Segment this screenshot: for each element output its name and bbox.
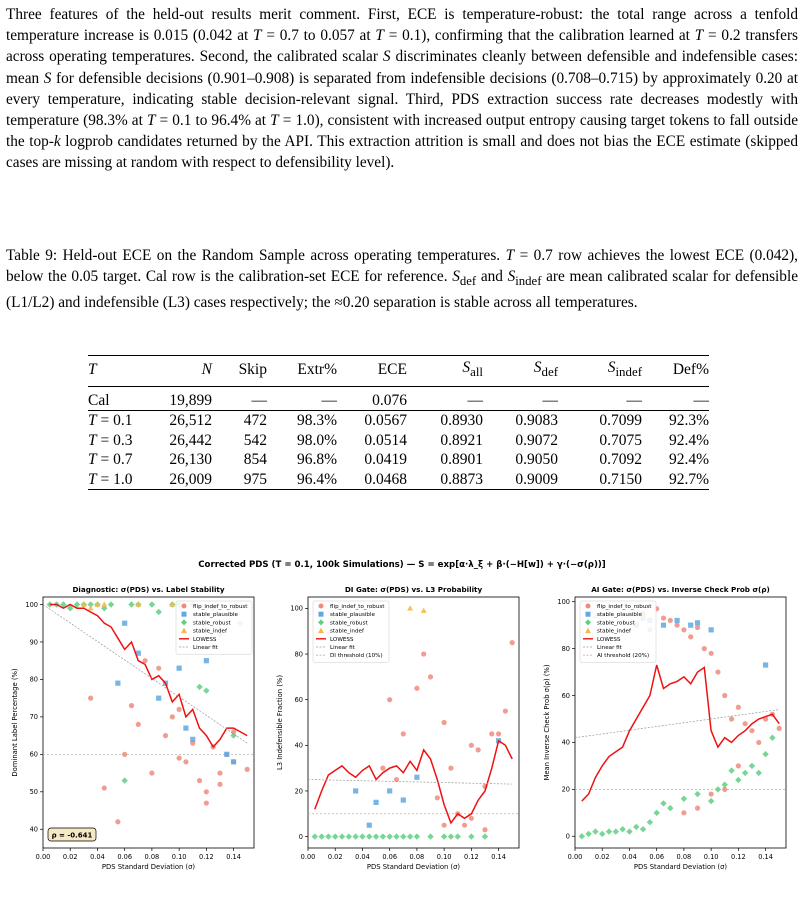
- point-flip-indef-to-robust: [142, 658, 147, 663]
- y-axis-label: Mean Inverse Check Prob σ(ρ) (%): [543, 664, 551, 781]
- legend-label: stable_robust: [330, 620, 368, 627]
- legend-label: flip_indef_to_robust: [193, 604, 248, 610]
- caption-label: Table 9:: [6, 247, 58, 264]
- table-cell: 472: [243, 412, 267, 430]
- point-flip-indef-to-robust: [129, 703, 134, 708]
- legend-label: stable_robust: [193, 620, 231, 627]
- table-cell: 26,512: [169, 412, 212, 430]
- x-tick-label: 0.00: [567, 853, 583, 861]
- header-cell: Def%: [672, 361, 709, 379]
- table-row: [88, 386, 709, 411]
- point-flip-indef-to-robust: [469, 816, 474, 821]
- point-flip-indef-to-robust: [729, 716, 734, 721]
- header-cell: $S_{all}$: [462, 359, 483, 380]
- y-tick-label: 90: [29, 638, 38, 647]
- x-axis-label: PDS Standard Deviation (σ): [366, 863, 461, 871]
- table-header-row: [88, 356, 709, 387]
- legend-swatch: [182, 612, 187, 617]
- legend-label: stable_plausible: [330, 612, 375, 619]
- point-stable-plausible: [401, 797, 406, 802]
- legend-swatch: [586, 604, 591, 609]
- point-flip-indef-to-robust: [661, 616, 666, 621]
- point-flip-indef-to-robust: [709, 651, 714, 656]
- point-flip-indef-to-robust: [217, 770, 222, 775]
- y-axis-label: L3 Indefensible Fraction (%): [276, 675, 284, 770]
- table-cell: —: [626, 391, 642, 409]
- point-flip-indef-to-robust: [177, 707, 182, 712]
- point-flip-indef-to-robust: [503, 708, 508, 713]
- table-cell: 98.3%: [296, 412, 337, 430]
- y-tick-label: 40: [561, 738, 570, 747]
- point-flip-indef-to-robust: [722, 693, 727, 698]
- y-tick-label: 0: [298, 832, 303, 841]
- legend-swatch: [319, 604, 324, 609]
- table-cell: 92.4%: [668, 431, 709, 449]
- point-flip-indef-to-robust: [681, 810, 686, 815]
- point-flip-indef-to-robust: [428, 674, 433, 679]
- point-flip-indef-to-robust: [163, 733, 168, 738]
- point-flip-indef-to-robust: [115, 819, 120, 824]
- x-axis-label: PDS Standard Deviation (σ): [633, 863, 728, 871]
- point-flip-indef-to-robust: [743, 721, 748, 726]
- y-tick-label: 100: [557, 597, 570, 606]
- y-tick-label: 100: [25, 600, 38, 609]
- table-row: [88, 431, 709, 451]
- point-flip-indef-to-robust: [414, 686, 419, 691]
- point-flip-indef-to-robust: [442, 720, 447, 725]
- point-stable-plausible: [695, 620, 700, 625]
- point-stable-plausible: [122, 621, 127, 626]
- y-axis-label: Dominant Label Percentage (%): [11, 668, 19, 777]
- table-row: [88, 470, 709, 490]
- point-flip-indef-to-robust: [136, 722, 141, 727]
- table-cell: T = 0.3: [88, 431, 133, 449]
- point-flip-indef-to-robust: [88, 696, 93, 701]
- header-cell: Skip: [238, 361, 267, 379]
- legend-label: flip_indef_to_robust: [330, 604, 385, 610]
- point-flip-indef-to-robust: [668, 618, 673, 623]
- legend-label: stable_plausible: [597, 612, 642, 619]
- legend-label: Linear fit: [597, 645, 622, 651]
- point-flip-indef-to-robust: [177, 755, 182, 760]
- x-tick-label: 0.08: [409, 853, 425, 861]
- point-flip-indef-to-robust: [435, 795, 440, 800]
- header-cell: $S_{def}$: [533, 359, 558, 380]
- point-flip-indef-to-robust: [482, 827, 487, 832]
- table-cell: 26,009: [169, 470, 212, 488]
- table-caption: Table 9: Held-out ECE on the Random Sample across operating temperatures. T = 0.7 row achieves the lowest ECE (0.042), below the 0.05 target. Cal row is the calibration-set ECE for reference. $S_{def}$ and $S_{indef}$ are mean calibrated scalar for defensible (L1/L2) and indefensible (L3) cases respectively; the ≈0.20 separation is stable across all temperatures.: [6, 247, 798, 312]
- point-flip-indef-to-robust: [736, 705, 741, 710]
- point-flip-indef-to-robust: [756, 740, 761, 745]
- point-stable-plausible: [353, 788, 358, 793]
- table-cell: 0.7150: [599, 470, 642, 488]
- figure-suptitle: Corrected PDS (T = 0.1, 100k Simulations) — S = exp[α·λ_ξ + β·(−H[w]) + γ·(−σ(ρ))]: [198, 560, 606, 570]
- y-tick-label: 20: [294, 787, 303, 796]
- table-cell: T = 1.0: [88, 470, 133, 488]
- point-stable-plausible: [674, 618, 679, 623]
- point-flip-indef-to-robust: [709, 791, 714, 796]
- x-tick-label: 0.02: [62, 853, 78, 861]
- point-flip-indef-to-robust: [442, 823, 447, 828]
- y-tick-label: 20: [561, 785, 570, 794]
- point-stable-plausible: [661, 623, 666, 628]
- point-flip-indef-to-robust: [183, 759, 188, 764]
- legend-label: Linear fit: [330, 645, 355, 651]
- header-cell: ECE: [377, 361, 407, 379]
- y-tick-label: 60: [561, 691, 570, 700]
- point-stable-plausible: [156, 696, 161, 701]
- point-stable-plausible: [224, 752, 229, 757]
- point-flip-indef-to-robust: [102, 785, 107, 790]
- point-flip-indef-to-robust: [469, 743, 474, 748]
- point-flip-indef-to-robust: [489, 731, 494, 736]
- y-tick-label: 40: [29, 825, 38, 834]
- point-flip-indef-to-robust: [204, 800, 209, 805]
- point-flip-indef-to-robust: [496, 731, 501, 736]
- y-tick-label: 80: [29, 675, 38, 684]
- table-cell: 542: [243, 431, 267, 449]
- point-flip-indef-to-robust: [197, 778, 202, 783]
- table-cell: 92.3%: [668, 412, 709, 430]
- y-tick-label: 70: [29, 713, 38, 722]
- table-cell: 0.8873: [440, 470, 483, 488]
- point-stable-plausible: [387, 788, 392, 793]
- table-cell: 0.0567: [364, 412, 407, 430]
- point-flip-indef-to-robust: [448, 766, 453, 771]
- point-stable-plausible: [709, 627, 714, 632]
- table-cell: 0.7092: [599, 451, 642, 469]
- table-cell: 96.4%: [296, 470, 337, 488]
- point-flip-indef-to-robust: [695, 625, 700, 630]
- table-cell: 92.4%: [668, 451, 709, 469]
- x-tick-label: 0.00: [35, 853, 51, 861]
- table-cell: 0.076: [372, 391, 407, 409]
- y-tick-label: 80: [294, 650, 303, 659]
- point-flip-indef-to-robust: [476, 747, 481, 752]
- table-cell: 0.9083: [515, 412, 558, 430]
- x-tick-label: 0.12: [464, 853, 479, 861]
- legend-label: Linear fit: [193, 645, 218, 651]
- table-cell: 26,442: [169, 431, 212, 449]
- point-stable-plausible: [204, 658, 209, 663]
- table-cell: 92.7%: [668, 470, 709, 488]
- table-cell: —: [542, 391, 558, 409]
- point-flip-indef-to-robust: [156, 666, 161, 671]
- point-flip-indef-to-robust: [736, 763, 741, 768]
- legend-label: DI threshold (10%): [330, 653, 383, 660]
- legend-label: LOWESS: [597, 636, 621, 643]
- x-tick-label: 0.02: [327, 853, 343, 861]
- header-cell: T: [88, 361, 97, 379]
- header-cell: Extr%: [297, 361, 337, 379]
- x-tick-label: 0.06: [117, 853, 133, 861]
- legend-swatch: [182, 604, 187, 609]
- point-flip-indef-to-robust: [462, 823, 467, 828]
- point-flip-indef-to-robust: [688, 634, 693, 639]
- point-stable-plausible: [373, 800, 378, 805]
- legend-label: stable_indef: [193, 628, 227, 635]
- x-tick-label: 0.12: [731, 853, 746, 861]
- x-tick-label: 0.10: [171, 853, 187, 861]
- y-tick-label: 40: [294, 741, 303, 750]
- table-cell: —: [467, 391, 483, 409]
- x-tick-label: 0.06: [649, 853, 665, 861]
- table-row: [88, 411, 709, 431]
- table-cell: 0.7075: [599, 431, 642, 449]
- point-flip-indef-to-robust: [170, 714, 175, 719]
- table-cell: 0.9009: [515, 470, 558, 488]
- point-flip-indef-to-robust: [380, 766, 385, 771]
- point-flip-indef-to-robust: [401, 731, 406, 736]
- x-tick-label: 0.14: [226, 853, 241, 861]
- point-flip-indef-to-robust: [421, 651, 426, 656]
- legend-label: LOWESS: [330, 636, 354, 643]
- figure: [0, 555, 804, 899]
- header-cell: N: [201, 361, 212, 379]
- header-cell: $S_{indef}$: [607, 359, 642, 380]
- table-cell: 0.8901: [440, 451, 483, 469]
- x-tick-label: 0.10: [703, 853, 719, 861]
- point-flip-indef-to-robust: [695, 806, 700, 811]
- x-tick-label: 0.02: [594, 853, 610, 861]
- table-cell: 0.0468: [364, 470, 407, 488]
- legend-label: LOWESS: [193, 636, 217, 643]
- x-tick-label: 0.14: [758, 853, 773, 861]
- point-flip-indef-to-robust: [674, 623, 679, 628]
- point-flip-indef-to-robust: [122, 752, 127, 757]
- table-cell: 0.8930: [440, 412, 483, 430]
- y-tick-label: 60: [294, 695, 303, 704]
- x-tick-label: 0.06: [382, 853, 398, 861]
- legend-label: stable_indef: [597, 628, 631, 635]
- y-tick-label: 50: [29, 788, 38, 797]
- x-tick-label: 0.10: [436, 853, 452, 861]
- point-stable-plausible: [231, 759, 236, 764]
- x-tick-label: 0.08: [676, 853, 692, 861]
- table-cell: —: [251, 391, 267, 409]
- table-cell: 975: [243, 470, 267, 488]
- table-cell: 0.7099: [599, 412, 642, 430]
- legend-label: stable_robust: [597, 620, 635, 627]
- chart-title: DI Gate: σ(PDS) vs. L3 Probability: [344, 585, 483, 594]
- chart-title: Diagnostic: σ(PDS) vs. Label Stability: [72, 585, 225, 594]
- point-stable-plausible: [115, 681, 120, 686]
- table-cell: —: [693, 391, 709, 409]
- point-flip-indef-to-robust: [681, 627, 686, 632]
- point-stable-plausible: [190, 737, 195, 742]
- point-stable-plausible: [763, 662, 768, 667]
- legend-label: flip_indef_to_robust: [597, 604, 652, 610]
- point-flip-indef-to-robust: [749, 728, 754, 733]
- table-cell: 19,899: [169, 391, 212, 409]
- y-tick-label: 0: [565, 832, 570, 841]
- point-flip-indef-to-robust: [204, 789, 209, 794]
- table-cell: 98.0%: [296, 431, 337, 449]
- table-cell: 0.9050: [515, 451, 558, 469]
- table-cell: Cal: [88, 391, 110, 409]
- x-tick-label: 0.14: [491, 853, 506, 861]
- y-tick-label: 80: [561, 644, 570, 653]
- table-cell: T = 0.1: [88, 412, 133, 430]
- legend-swatch: [319, 612, 324, 617]
- x-tick-label: 0.04: [355, 853, 370, 861]
- point-flip-indef-to-robust: [777, 726, 782, 731]
- legend-label: stable_indef: [330, 628, 364, 635]
- table-cell: 26,130: [169, 451, 212, 469]
- chart-title: AI Gate: σ(PDS) vs. Inverse Check Prob σ(ρ): [591, 585, 770, 594]
- point-flip-indef-to-robust: [510, 640, 515, 645]
- point-stable-plausible: [367, 823, 372, 828]
- y-tick-label: 100: [290, 604, 303, 613]
- table-cell: T = 0.7: [88, 451, 133, 469]
- table-cell: 0.0514: [364, 431, 407, 449]
- y-tick-label: 60: [29, 750, 38, 759]
- point-flip-indef-to-robust: [702, 646, 707, 651]
- point-flip-indef-to-robust: [387, 697, 392, 702]
- point-stable-plausible: [688, 623, 693, 628]
- x-tick-label: 0.12: [199, 853, 214, 861]
- body-paragraph: Three features of the held-out results merit comment. First, ECE is temperature-robust: the total range across a tenfold temperature increase is 0.015 (0.042 at T = 0.7 to 0.057 at T = 0.1), confirming that the calibration learned at T = 0.2 transfers across operating temperatures. Second, the calibrated scalar S discriminates cleanly between defensible and indefensible cases: mean S for defensible decisions (0.901–0.908) is separated from indefensible decisions (0.708–0.715) by approximately 0.20 at every temperature, indicating stable decision-relevant signal. Third, PDS extraction success rate decreases modestly with temperature (98.3% at T = 0.1 to 96.4% at T = 1.0), consistent with increased output entropy causing target tokens to fall outside the top-k logprob candidates returned by the API. This extraction attrition is small and does not bias the ECE estimate (skipped cases are missing at random with respect to defensibility level).: [6, 6, 798, 172]
- legend-label: AI threshold (20%): [597, 653, 650, 660]
- table-cell: —: [321, 391, 337, 409]
- table-row: [88, 450, 709, 470]
- chart-panel-1: [11, 585, 254, 871]
- results-table: [88, 355, 709, 490]
- table-cell: 0.9072: [515, 431, 558, 449]
- x-axis-label: PDS Standard Deviation (σ): [101, 863, 196, 871]
- x-tick-label: 0.08: [144, 853, 160, 861]
- point-flip-indef-to-robust: [715, 669, 720, 674]
- table-cell: 96.8%: [296, 451, 337, 469]
- x-tick-label: 0.00: [300, 853, 316, 861]
- point-stable-plausible: [414, 775, 419, 780]
- chart-panel-2: [276, 585, 519, 871]
- legend-label: stable_plausible: [193, 612, 238, 619]
- point-flip-indef-to-robust: [245, 767, 250, 772]
- point-flip-indef-to-robust: [217, 782, 222, 787]
- x-tick-label: 0.04: [90, 853, 105, 861]
- table-cell: 0.8921: [440, 431, 483, 449]
- table-cell: 0.0419: [364, 451, 407, 469]
- x-tick-label: 0.04: [622, 853, 637, 861]
- point-stable-plausible: [177, 666, 182, 671]
- correlation-label: ρ = -0.641: [51, 831, 93, 840]
- chart-panel-3: [543, 585, 786, 871]
- legend-swatch: [586, 612, 591, 617]
- table-cell: 854: [243, 451, 267, 469]
- point-flip-indef-to-robust: [149, 770, 154, 775]
- point-stable-plausible: [183, 726, 188, 731]
